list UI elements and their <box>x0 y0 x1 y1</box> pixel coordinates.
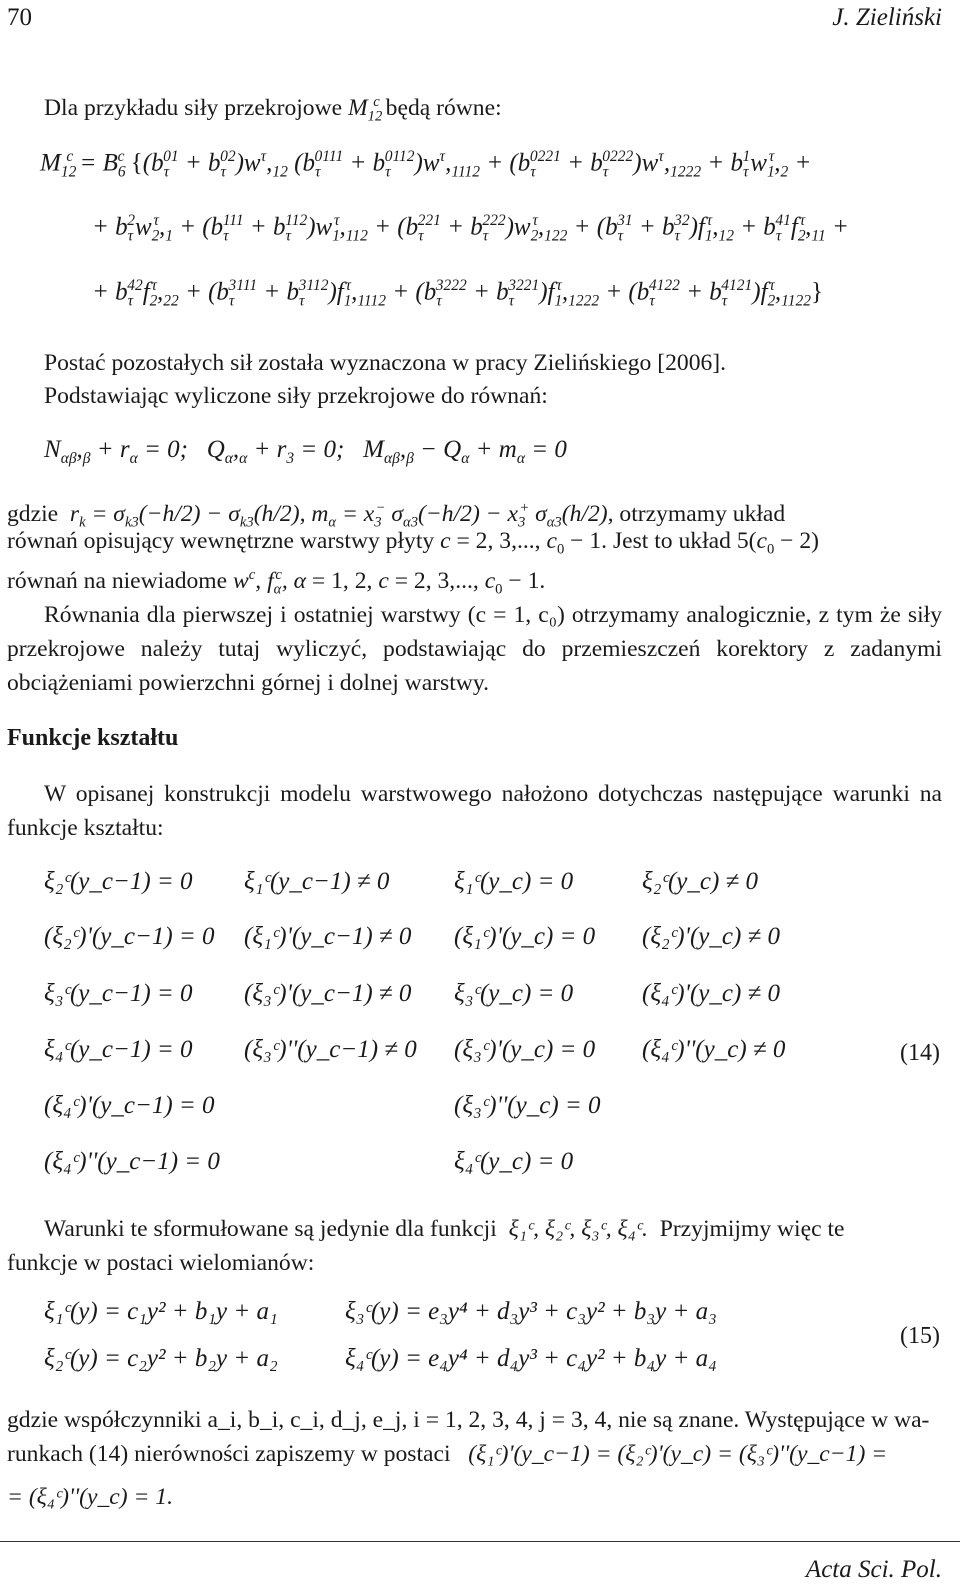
paragraph-3: Równania dla pierwszej i ostatniej warstwy (c = 1, c₀) otrzymamy analogicznie, z tym że siły przekrojowe należy tutaj wyliczyć, podstawiając do przemieszczeń korektory z zadanymi obciążeniami powierzchni górnej i dolnej warstwy. <box>7 602 942 696</box>
equation-m12-line-2: + $b_\tau^2w_2^\tau,_1 + (b_\tau^{111} + b_\tau^{112})w_1^\tau,_{112} + (b_\tau^{221} + b_\tau^{222})w_2^\tau,_{122} + (b_\tau^{31} + b_\tau^{32})f_1^\tau,_{12} + b_\tau^{41}f_2^\tau,_{11}$ + <box>92 212 849 245</box>
condition-r2-c1: (ξ₂ᶜ)'(y_c−1) = 0 <box>44 923 215 950</box>
condition-r3-c2: (ξ₃ᶜ)'(y_c−1) ≠ 0 <box>244 980 412 1007</box>
equation-m12-line-3: + $b_\tau^{42}f_2^\tau,_{22} + (b_\tau^{3111} + b_\tau^{3112})f_1^\tau,_{1112} + (b_\tau^{3222} + b_\tau^{3221})f_1^\tau,_{1222} + (b_\tau^{4122} + b_\tau^{4121})f_2^\tau,_{1122}$} <box>92 277 823 310</box>
condition-r3-c1: ξ₃ᶜ(y_c−1) = 0 <box>44 980 193 1007</box>
equilibrium-equations: $N_{\alpha\beta},_\beta + r_\alpha = 0$; $Q_\alpha,_\alpha + r_3 = 0$; $M_{\alpha\beta},_\beta - Q_\alpha + m_\alpha = 0$ <box>44 436 567 467</box>
paragraph-1-line-2: Podstawiając wyliczone siły przekrojowe do równań: <box>44 383 548 409</box>
paragraph-5-line-1: Warunki te sformułowane są jedynie dla funkcji ξ₁ᶜ, ξ₂ᶜ, ξ₃ᶜ, ξ₄ᶜ. Przyjmijmy więc te <box>44 1216 845 1242</box>
paragraph-6-line-1: gdzie współczynniki a_i, b_i, c_i, d_j, e_j, i = 1, 2, 3, 4, j = 3, 4, nie są znane. Występujące w wa- <box>7 1407 930 1433</box>
condition-r4-c3: (ξ₃ᶜ)'(y_c) = 0 <box>454 1036 596 1063</box>
condition-r5-c1: (ξ₄ᶜ)'(y_c−1) = 0 <box>44 1092 215 1119</box>
polynomial-xi2: ξ₂ᶜ(y) = c₂y² + b₂y + a₂ <box>44 1345 278 1372</box>
section-heading: Funkcje kształtu <box>7 725 179 751</box>
running-head: J. Zieliński <box>832 4 942 31</box>
paragraph-2-line-1: gdzie $r_k = \sigma_{k3}(-h/2) - \sigma_{k3}(h/2)$, $m_\alpha = x_3^-$ $\sigma_{\alpha 3}(-h/2) - x_3^+$ $\sigma_{\alpha 3}(h/2)$, otrzymamy układ <box>7 500 786 531</box>
condition-r1-c1: ξ₂ᶜ(y_c−1) = 0 <box>44 868 193 895</box>
paragraph-2-line-3: równań na niewiadome $w^c$, $f_\alpha^c$, α = 1, 2, c = 2, 3,..., $c_0 - 1$. <box>7 567 546 598</box>
paragraph-4: W opisanej konstrukcji modelu warstwowego nałożono dotychczas następujące warunki na funkcje kształtu: <box>7 781 942 841</box>
condition-r3-c3: ξ₃ᶜ(y_c) = 0 <box>454 980 574 1007</box>
condition-r4-c4: (ξ₄ᶜ)''(y_c) ≠ 0 <box>642 1036 786 1063</box>
condition-r1-c2: ξ₁ᶜ(y_c−1) ≠ 0 <box>244 868 390 895</box>
polynomial-xi4: ξ₄ᶜ(y) = e₄y⁴ + d₄y³ + c₄y² + b₄y + a₄ <box>345 1345 717 1372</box>
condition-r5-c3: (ξ₃ᶜ)''(y_c) = 0 <box>454 1092 601 1119</box>
equation-number-15: (15) <box>900 1323 940 1349</box>
equation-number-14: (14) <box>900 1040 940 1066</box>
paragraph-5-line-2: funkcje w postaci wielomianów: <box>7 1250 315 1276</box>
condition-r3-c4: (ξ₄ᶜ)'(y_c) ≠ 0 <box>642 980 781 1007</box>
paragraph-6-line-2: runkach (14) nierówności zapiszemy w postaci (ξ₁ᶜ)'(y_c−1) = (ξ₂ᶜ)'(y_c) = (ξ₃ᶜ)''(y_c−1) = <box>7 1441 888 1467</box>
polynomial-xi1: ξ₁ᶜ(y) = c₁y² + b₁y + a₁ <box>44 1298 278 1325</box>
condition-r2-c4: (ξ₂ᶜ)'(y_c) ≠ 0 <box>642 923 781 950</box>
condition-r4-c1: ξ₄ᶜ(y_c−1) = 0 <box>44 1036 193 1063</box>
condition-r4-c2: (ξ₃ᶜ)''(y_c−1) ≠ 0 <box>244 1036 417 1063</box>
footer-rule <box>0 1541 960 1542</box>
condition-r2-c3: (ξ₁ᶜ)'(y_c) = 0 <box>454 923 596 950</box>
condition-r1-c3: ξ₁ᶜ(y_c) = 0 <box>454 868 574 895</box>
condition-r6-c3: ξ₄ᶜ(y_c) = 0 <box>454 1148 574 1175</box>
paragraph-6-line-3: = (ξ₄ᶜ)''(y_c) = 1. <box>7 1484 173 1510</box>
intro-line: Dla przykładu siły przekrojowe $M_{12}^c$ będą równe: <box>44 94 502 125</box>
condition-r6-c1: (ξ₄ᶜ)''(y_c−1) = 0 <box>44 1148 220 1175</box>
condition-r1-c4: ξ₂ᶜ(y_c) ≠ 0 <box>642 868 759 895</box>
paragraph-1-line-1: Postać pozostałych sił została wyznaczona w pracy Zielińskiego [2006]. <box>44 350 727 376</box>
page-number: 70 <box>7 4 32 31</box>
paragraph-2-line-2: równań opisujący wewnętrzne warstwy płyty c = 2, 3,..., $c_0 - 1$. Jest to układ $5(c_0 - 2)$ <box>7 528 820 558</box>
polynomial-xi3: ξ₃ᶜ(y) = e₃y⁴ + d₃y³ + c₃y² + b₃y + a₃ <box>345 1298 717 1325</box>
condition-r2-c2: (ξ₁ᶜ)'(y_c−1) ≠ 0 <box>244 923 412 950</box>
journal-name: Acta Sci. Pol. <box>805 1556 942 1583</box>
equation-m12-line-1: $M_{12}^c = B_6^c$ {$(b_\tau^{01} + b_\tau^{02})w^\tau,_{12}$ $(b_\tau^{0111} + b_\tau^{0112})w^\tau,_{1112} + (b_\tau^{0221} + b_\tau^{0222})w^\tau,_{1222} + b_\tau^1w_1^\tau,_2$ + <box>40 148 812 181</box>
